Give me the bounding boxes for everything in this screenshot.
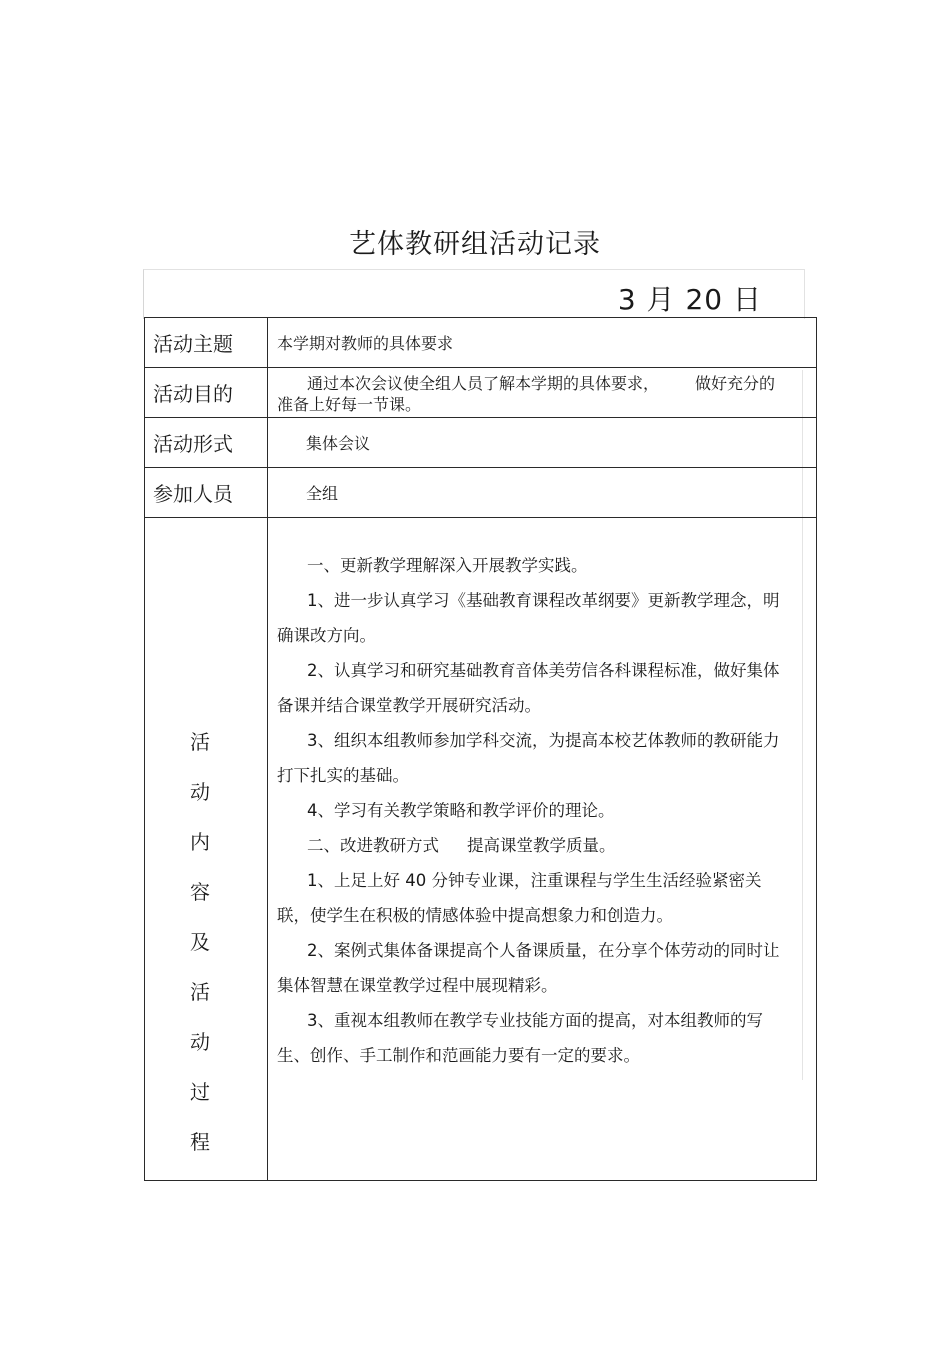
content-paragraph: 3、重视本组教师在教学专业技能方面的提高，对本组教师的写生、创作、手工制作和范画能力要有一定的要求。: [277, 1011, 763, 1065]
process-label-char: 动: [190, 1030, 210, 1054]
content-paragraph: 1、上足上好 40 分钟专业课，注重课程与学生生活经验紧密关联，使学生在积极的情感体验中提高想象力和创造力。: [277, 871, 762, 925]
process-label-char: 活: [190, 980, 210, 1004]
process-label: [145, 518, 255, 1180]
form-label: 活动形式: [145, 418, 268, 468]
purpose-value-cell: [268, 368, 817, 418]
purpose-text-part1: 通过本次会议使全组人员了解本学期的具体要求，: [307, 374, 660, 393]
purpose-text-part2: 做好充分的: [695, 374, 776, 393]
process-content-cell: [268, 518, 817, 1181]
participants-value-cell: [268, 468, 817, 518]
process-label-char: 内: [190, 830, 210, 854]
participants-label: 参加人员: [145, 468, 268, 518]
content-paragraph: 1、进一步认真学习《基础教育课程改革纲要》更新教学理念，明确课改方向。: [277, 591, 780, 645]
participants-value: 全组: [306, 484, 339, 503]
content-paragraph: 一、更新教学理解深入开展教学实践。: [307, 556, 588, 575]
purpose-text-line2: 准备上好每一节课。: [277, 395, 422, 414]
page-title: 艺体教研组活动记录: [349, 229, 601, 260]
date-row: [143, 269, 805, 319]
theme-value: 本学期对教师的具体要求: [277, 334, 454, 353]
content-paragraph: [277, 828, 786, 863]
table-row: [145, 318, 817, 368]
process-label-char: 及: [190, 930, 210, 954]
process-label-cell: [145, 518, 268, 1181]
record-date: 3 月 20 日: [617, 283, 762, 316]
section-heading-cont: 提高课堂教学质量。: [467, 836, 616, 855]
content-paragraph: 3、组织本组教师参加学科交流，为提高本校艺体教师的教研能力打下扎实的基础。: [277, 731, 780, 785]
process-label-char: 动: [190, 780, 210, 804]
table-row: [145, 418, 817, 468]
process-content: [268, 518, 816, 1073]
content-paragraph: 2、认真学习和研究基础教育音体美劳信各科课程标准，做好集体备课并结合课堂教学开展研究活动。: [277, 661, 780, 715]
table-row: [145, 468, 817, 518]
process-label-char: 活: [190, 730, 210, 754]
theme-value-cell: [268, 318, 817, 368]
process-label-char: 容: [190, 880, 210, 904]
process-label-char: 过: [190, 1080, 210, 1104]
form-value-cell: [268, 418, 817, 468]
purpose-value: [268, 370, 816, 415]
table-row: [145, 518, 817, 1181]
table-row: [145, 368, 817, 418]
theme-label: 活动主题: [145, 318, 268, 368]
form-value: 集体会议: [306, 434, 371, 453]
content-paragraph: 2、案例式集体备课提高个人备课质量，在分享个体劳动的同时让集体智慧在课堂教学过程中展现精彩。: [277, 941, 780, 995]
content-paragraph: 4、学习有关教学策略和教学评价的理论。: [307, 801, 615, 820]
section-heading: 二、改进教研方式: [307, 836, 439, 855]
purpose-label: 活动目的: [145, 368, 268, 418]
process-label-char: 程: [190, 1130, 210, 1154]
activity-record-table: [144, 317, 817, 1181]
